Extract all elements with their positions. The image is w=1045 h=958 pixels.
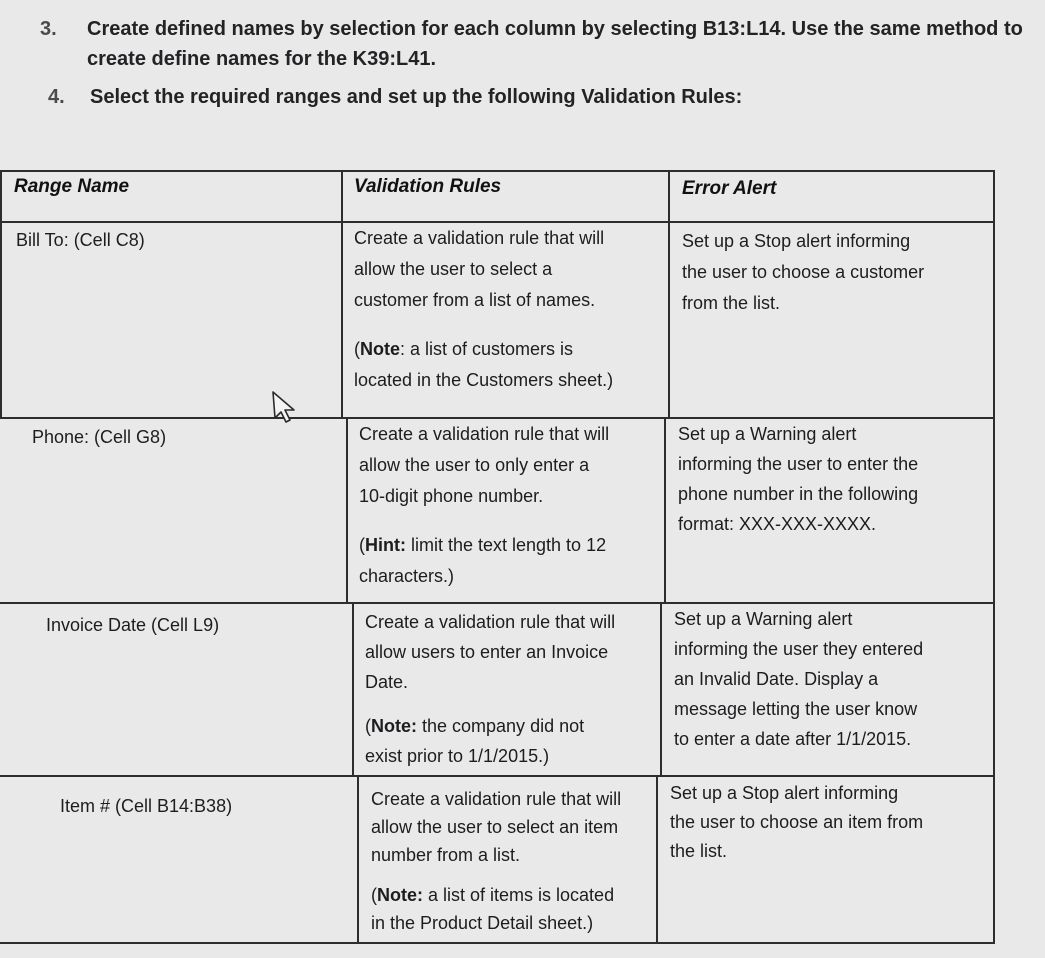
spacer — [354, 316, 664, 334]
alert-line: Set up a Stop alert informing — [670, 783, 899, 803]
note-label: Note: — [371, 716, 417, 736]
column-divider — [664, 417, 666, 602]
note-text: limit the text length to 12 — [405, 535, 607, 555]
header-range-name: Range Name — [14, 176, 130, 197]
column-divider — [352, 602, 354, 775]
rule-cell — [359, 419, 659, 592]
alert-line: the user to choose an item from — [670, 812, 924, 832]
header-validation-rules: Validation Rules — [354, 176, 502, 197]
column-divider — [660, 602, 662, 775]
column-divider — [341, 170, 343, 417]
alert-cell — [678, 419, 988, 539]
alert-line: Set up a Warning alert — [678, 424, 857, 444]
alert-line: phone number in the following — [678, 484, 919, 504]
rule-line: customer from a list of names. — [354, 290, 596, 310]
row-divider — [0, 775, 995, 777]
step-text: Create defined names by selection for each column by selecting B13:L14. Use the same method to — [87, 18, 1023, 40]
note-text: a list of items is located — [423, 885, 615, 905]
note-line: in the Product Detail sheet.) — [371, 913, 594, 933]
table-border-right — [993, 170, 995, 944]
alert-line: from the list. — [682, 293, 781, 313]
range-cell: Phone: (Cell G8) — [32, 427, 167, 447]
rule-line: 10-digit phone number. — [359, 486, 544, 506]
alert-cell — [674, 604, 989, 754]
spacer — [359, 512, 659, 530]
rule-line: Date. — [365, 672, 409, 692]
note-text: the company did not — [417, 716, 585, 736]
rule-line: allow the user to select an item — [371, 817, 619, 837]
validation-rules-table — [0, 165, 1045, 958]
note-line: (Note: a list of customers is — [354, 339, 574, 359]
rule-line: Create a validation rule that will — [354, 228, 605, 248]
table-border-left — [0, 170, 2, 417]
column-divider — [357, 775, 359, 944]
alert-line: the user to choose a customer — [682, 262, 925, 282]
rule-cell — [365, 607, 655, 771]
alert-line: Set up a Warning alert — [674, 609, 853, 629]
rule-line: Create a validation rule that will — [371, 789, 622, 809]
spacer — [365, 697, 655, 711]
rule-line: allow the user to only enter a — [359, 455, 590, 475]
rule-line: number from a list. — [371, 845, 521, 865]
range-cell: Bill To: (Cell C8) — [16, 230, 145, 250]
header-error-alert: Error Alert — [682, 178, 777, 199]
note-text: : a list of customers is — [400, 339, 574, 359]
note-line: exist prior to 1/1/2015.) — [365, 746, 550, 766]
rule-line: allow users to enter an Invoice — [365, 642, 609, 662]
alert-cell — [682, 226, 987, 319]
step-number: 3. — [40, 18, 57, 40]
note-label: Note — [360, 339, 400, 359]
mouse-pointer-icon — [266, 388, 306, 428]
table-border-bottom — [0, 942, 995, 944]
note-line: located in the Customers sheet.) — [354, 370, 614, 390]
note-line: (Hint: limit the text length to 12 — [359, 535, 607, 555]
column-divider — [668, 170, 670, 417]
step-text-line2: create define names for the K39:L41. — [87, 48, 437, 70]
spacer — [371, 869, 651, 881]
alert-line: the list. — [670, 841, 728, 861]
alert-line: message letting the user know — [674, 699, 918, 719]
range-cell: Invoice Date (Cell L9) — [46, 615, 220, 635]
step-text: Select the required ranges and set up the following Validation Rules: — [90, 86, 743, 108]
alert-cell — [670, 779, 988, 866]
column-divider — [656, 775, 658, 944]
alert-line: informing the user they entered — [674, 639, 924, 659]
alert-line: format: XXX-XXX-XXXX. — [678, 514, 877, 534]
rule-cell — [354, 223, 664, 396]
note-line: characters.) — [359, 566, 455, 586]
column-divider — [346, 417, 348, 602]
rule-line: Create a validation rule that will — [359, 424, 610, 444]
note-label: Hint: — [365, 535, 406, 555]
alert-line: to enter a date after 1/1/2015. — [674, 729, 912, 749]
rule-line: Create a validation rule that will — [365, 612, 616, 632]
rule-line: allow the user to select a — [354, 259, 553, 279]
note-label: Note: — [377, 885, 423, 905]
alert-line: Set up a Stop alert informing — [682, 231, 911, 251]
step-number: 4. — [48, 86, 65, 108]
alert-line: informing the user to enter the — [678, 454, 919, 474]
note-line: (Note: a list of items is located — [371, 885, 615, 905]
note-line: (Note: the company did not — [365, 716, 585, 736]
range-cell: Item # (Cell B14:B38) — [60, 796, 233, 816]
alert-line: an Invalid Date. Display a — [674, 669, 879, 689]
rule-cell — [371, 785, 651, 937]
